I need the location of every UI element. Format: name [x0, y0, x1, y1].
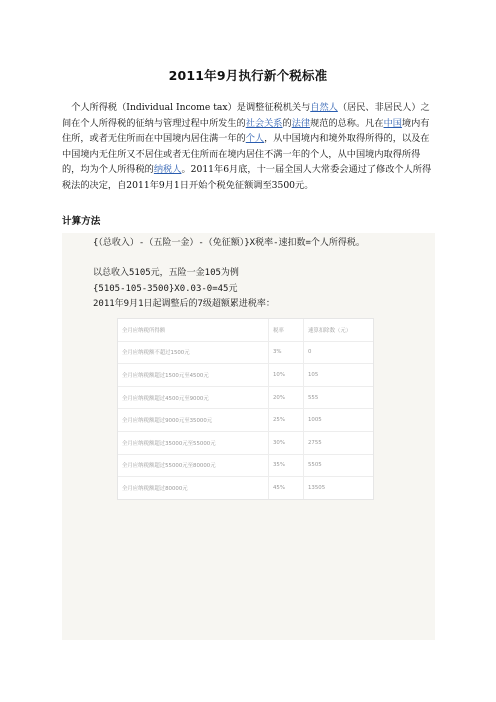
intro-text: 境内有住所，或者无住所而在中国境内居住满一年的	[62, 117, 430, 145]
link-taxpayer[interactable]: 纳税人	[153, 164, 182, 176]
cell-tax-rate: 45%	[269, 477, 304, 499]
section-heading-calculation: 计算方法	[62, 216, 101, 227]
table-row	[118, 455, 373, 478]
tax-rate-table-body	[118, 319, 373, 499]
cell-taxable-income: 全月应纳税额超过35000元至55000元	[118, 432, 269, 455]
intro-text: 规范的总称。凡在	[310, 117, 384, 129]
table-row	[118, 477, 373, 499]
intro-text: 的	[282, 117, 292, 129]
cell-tax-rate: 10%	[269, 364, 304, 387]
cell-taxable-income: 全月应纳税额超过1500元至4500元	[118, 364, 269, 387]
intro-text: 个人所得税（Individual Income tax）是调整征税机关与	[71, 102, 311, 113]
table-row	[118, 409, 373, 432]
intro-text: （居民、非居民人）之间在个人所得税的征纳与管理过程中所发生的	[62, 102, 430, 129]
cell-tax-rate: 35%	[269, 455, 304, 478]
cell-quick-deduction: 2755	[304, 432, 373, 455]
cell-taxable-income: 全月应纳税额不超过1500元	[118, 342, 269, 365]
cell-quick-deduction: 5505	[304, 455, 373, 478]
cell-taxable-income: 全月应纳税额超过4500元至9000元	[118, 387, 269, 410]
cell-quick-deduction: 105	[304, 364, 373, 387]
example-intro-text: 以总收入5105元，五险一金105为例	[93, 268, 239, 278]
cell-taxable-income: 全月应纳税额超过80000元	[118, 477, 269, 499]
cell-tax-rate: 25%	[269, 409, 304, 432]
cell-quick-deduction: 1005	[304, 409, 373, 432]
cell-quick-deduction: 0	[304, 342, 373, 365]
link-natural-person[interactable]: 自然人	[310, 102, 338, 113]
header-tax-rate: 税率	[269, 319, 304, 342]
cell-taxable-income: 全月应纳税额超过9000元至35000元	[118, 409, 269, 432]
example-calculation-text: {5105-105-3500}X0.03-0=45元	[93, 284, 238, 294]
cell-taxable-income: 全月应纳税额超过55000元至80000元	[118, 455, 269, 478]
header-quick-deduction: 速算扣除数（元）	[304, 319, 373, 342]
table-row	[118, 432, 373, 455]
formula-text: {（总收入）-（五险一金）-（免征额）}X税率-速扣数=个人所得税。	[93, 238, 365, 248]
link-law[interactable]: 法律	[291, 117, 311, 129]
tax-rate-table	[117, 318, 374, 500]
table-row	[118, 387, 373, 410]
link-social-relations[interactable]: 社会关系	[245, 117, 283, 129]
table-intro-text: 2011年9月1日起调整后的7级超额累进税率：	[93, 299, 275, 309]
table-row	[118, 342, 373, 365]
intro-text: ，从中国境内和境外取得所得的，以及在中国境内无住所又不居住或者无住所而在境内居住不满一年的个人，从中国境内取得所得的，均为个人所得税的	[62, 133, 430, 176]
calculation-box	[62, 233, 435, 640]
header-taxable-income: 全月应纳税所得额	[118, 319, 269, 342]
link-china[interactable]: 中国	[383, 117, 402, 129]
cell-tax-rate: 3%	[269, 342, 304, 365]
cell-tax-rate: 30%	[269, 432, 304, 455]
table-header-row	[118, 319, 373, 342]
link-individual[interactable]: 个人	[245, 133, 265, 145]
intro-paragraph	[62, 100, 434, 194]
intro-text: 。2011年6月底，十一届全国人大常委会通过了修改个人所得税法的决定，自2011年9月1日开始个税免征额调至3500元。	[62, 164, 432, 191]
cell-quick-deduction: 13505	[308, 484, 326, 491]
cell-tax-rate: 20%	[269, 387, 304, 410]
cell-quick-deduction: 555	[304, 387, 373, 410]
page-title: 2011年9月执行新个税标准	[168, 68, 328, 83]
table-row	[118, 364, 373, 387]
